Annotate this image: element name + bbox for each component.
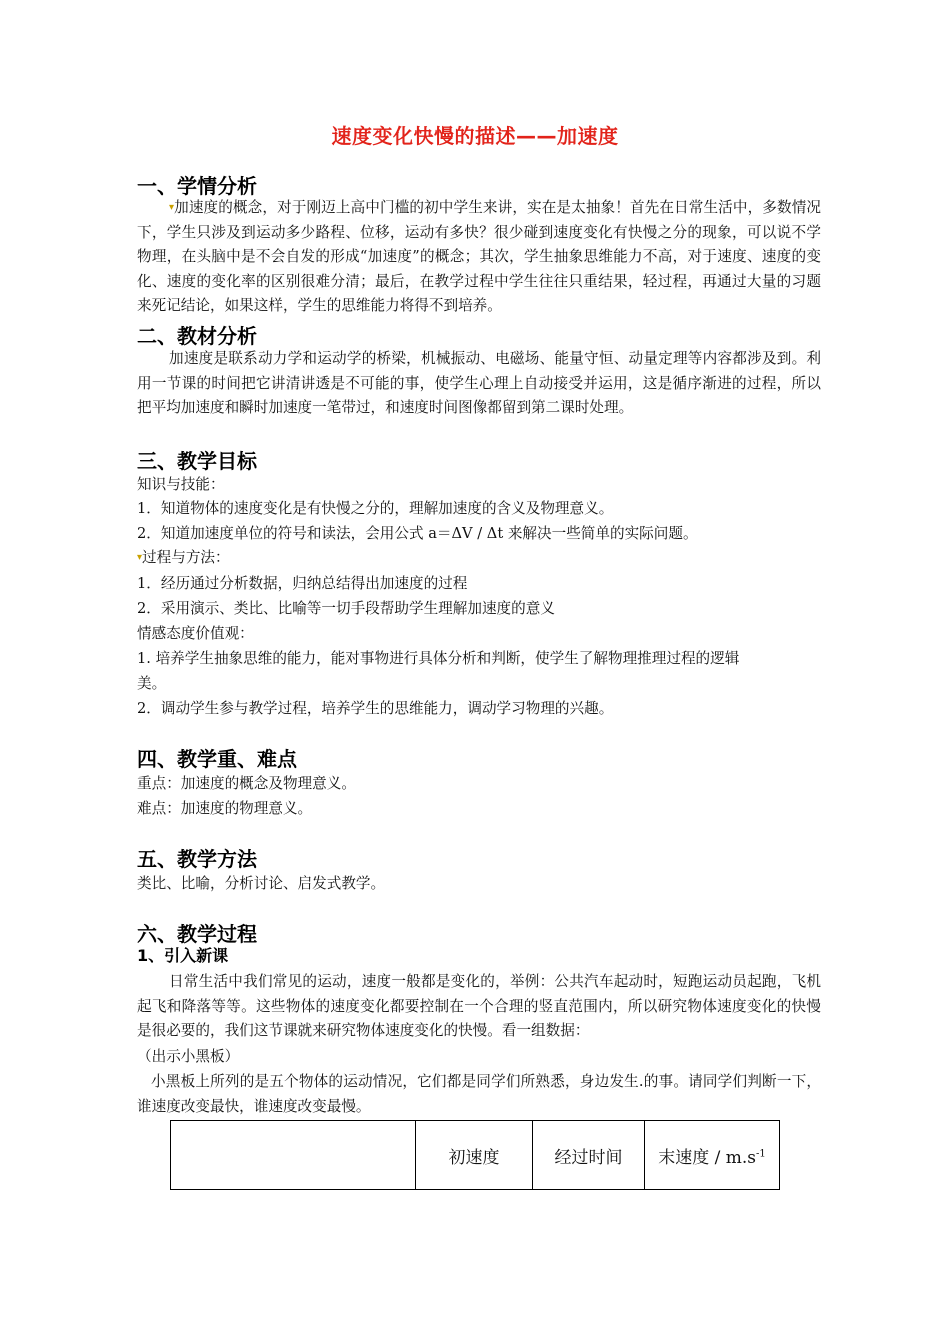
process-method-label: ▾过程与方法： <box>137 549 230 566</box>
key-point: 重点：加速度的概念及物理意义。 <box>137 775 356 792</box>
knowledge-item-1: 1．知道物体的速度变化是有快慢之分的，理解加速度的含义及物理意义。 <box>137 500 614 517</box>
table-header-cell-elapsed-time: 经过时间 <box>533 1121 645 1190</box>
knowledge-skills-label: 知识与技能： <box>137 476 225 493</box>
process-item-2: 2．采用演示、类比、比喻等一切手段帮助学生理解加速度的意义 <box>137 600 555 617</box>
learner-analysis-text: 加速度的概念，对于刚迈上高中门槛的初中学生来讲，实在是太抽象！首先在日常生活中，多数情况下，学生只涉及到运动多少路程、位移，运动有多快？很少碰到速度变化有快慢之分的现象，可以说不学物理，在头脑中是不会自发的形成“加速度”的概念；其次，学生抽象思维能力不高，对于速度、速度的变化、速度的变化率的区别很难分清；最后，在教学过程中学生往往只重结果，轻过程，再通过大量的习题来死记结论，如果这样，学生的思维能力将得不到培养。 <box>137 199 821 314</box>
document-title: 速度变化快慢的描述——加速度 <box>331 124 619 148</box>
introduce-paragraph: 日常生活中我们常见的运动，速度一般都是变化的，举例：公共汽车起动时，短跑运动员起跑，飞机起飞和降落等等。这些物体的速度变化都要控制在一个合理的竖直范围内，所以研究物体速度变化的快慢是很必要的，我们这节课就来研究物体速度变化的快慢。看一组数据： <box>137 973 821 1039</box>
table-header-row <box>171 1121 780 1190</box>
heading-learner-analysis: 一、学情分析 <box>137 174 257 198</box>
motion-data-table <box>170 1120 780 1190</box>
show-blackboard-note: （出示小黑板） <box>137 1048 240 1065</box>
textbook-analysis-paragraph: 加速度是联系动力学和运动学的桥梁，机械振动、电磁场、能量守恒、动量定理等内容都涉及到。利用一节课的时间把它讲清讲透是不可能的事，使学生心理上自动接受并运用，这是循序渐进的过程，所以把平均加速度和瞬时加速度一笔带过，和速度时间图像都留到第二课时处理。 <box>137 350 821 416</box>
teaching-method-text: 类比、比喻，分析讨论、启发式教学。 <box>137 875 386 892</box>
table-header-cell-object <box>171 1121 416 1190</box>
knowledge-item-2: 2．知道加速度单位的符号和读法，会用公式 a＝ΔV / Δt 来解决一些简单的实际问题。 <box>137 525 698 542</box>
heading-key-difficult: 四、教学重、难点 <box>137 747 297 771</box>
heading-teaching-objectives: 三、教学目标 <box>137 449 257 473</box>
emotion-item-1-cont: 美。 <box>137 675 167 692</box>
heading-teaching-process: 六、教学过程 <box>137 922 257 946</box>
heading-textbook-analysis: 二、教材分析 <box>137 324 257 348</box>
emotion-values-label: 情感态度价值观： <box>137 625 254 642</box>
comment-marker-icon: ▾ <box>137 552 143 563</box>
difficult-point: 难点：加速度的物理意义。 <box>137 800 313 817</box>
emotion-item-2: 2．调动学生参与教学过程，培养学生的思维能力，调动学习物理的兴趣。 <box>137 700 614 717</box>
learner-analysis-paragraph <box>137 196 821 319</box>
blackboard-paragraph: 小黑板上所列的是五个物体的运动情况，它们都是同学们所熟悉，身边发生.的事。请同学们判断一下，谁速度改变最快，谁速度改变最慢。 <box>137 1073 821 1115</box>
heading-teaching-method: 五、教学方法 <box>137 847 257 871</box>
table-header-cell-initial-velocity: 初速度 <box>416 1121 533 1190</box>
emotion-item-1: 1. 培养学生抽象思维的能力，能对事物进行具体分析和判断，使学生了解物理推理过程的逻辑 <box>137 650 740 667</box>
comment-marker-icon: ▾ <box>169 202 175 213</box>
subheading-introduce: 1、引入新课 <box>137 946 229 965</box>
process-item-1: 1．经历通过分析数据，归纳总结得出加速度的过程 <box>137 575 468 592</box>
table-header-cell-final-velocity: 末速度 / $m.s^{-1}$ <box>645 1121 780 1190</box>
